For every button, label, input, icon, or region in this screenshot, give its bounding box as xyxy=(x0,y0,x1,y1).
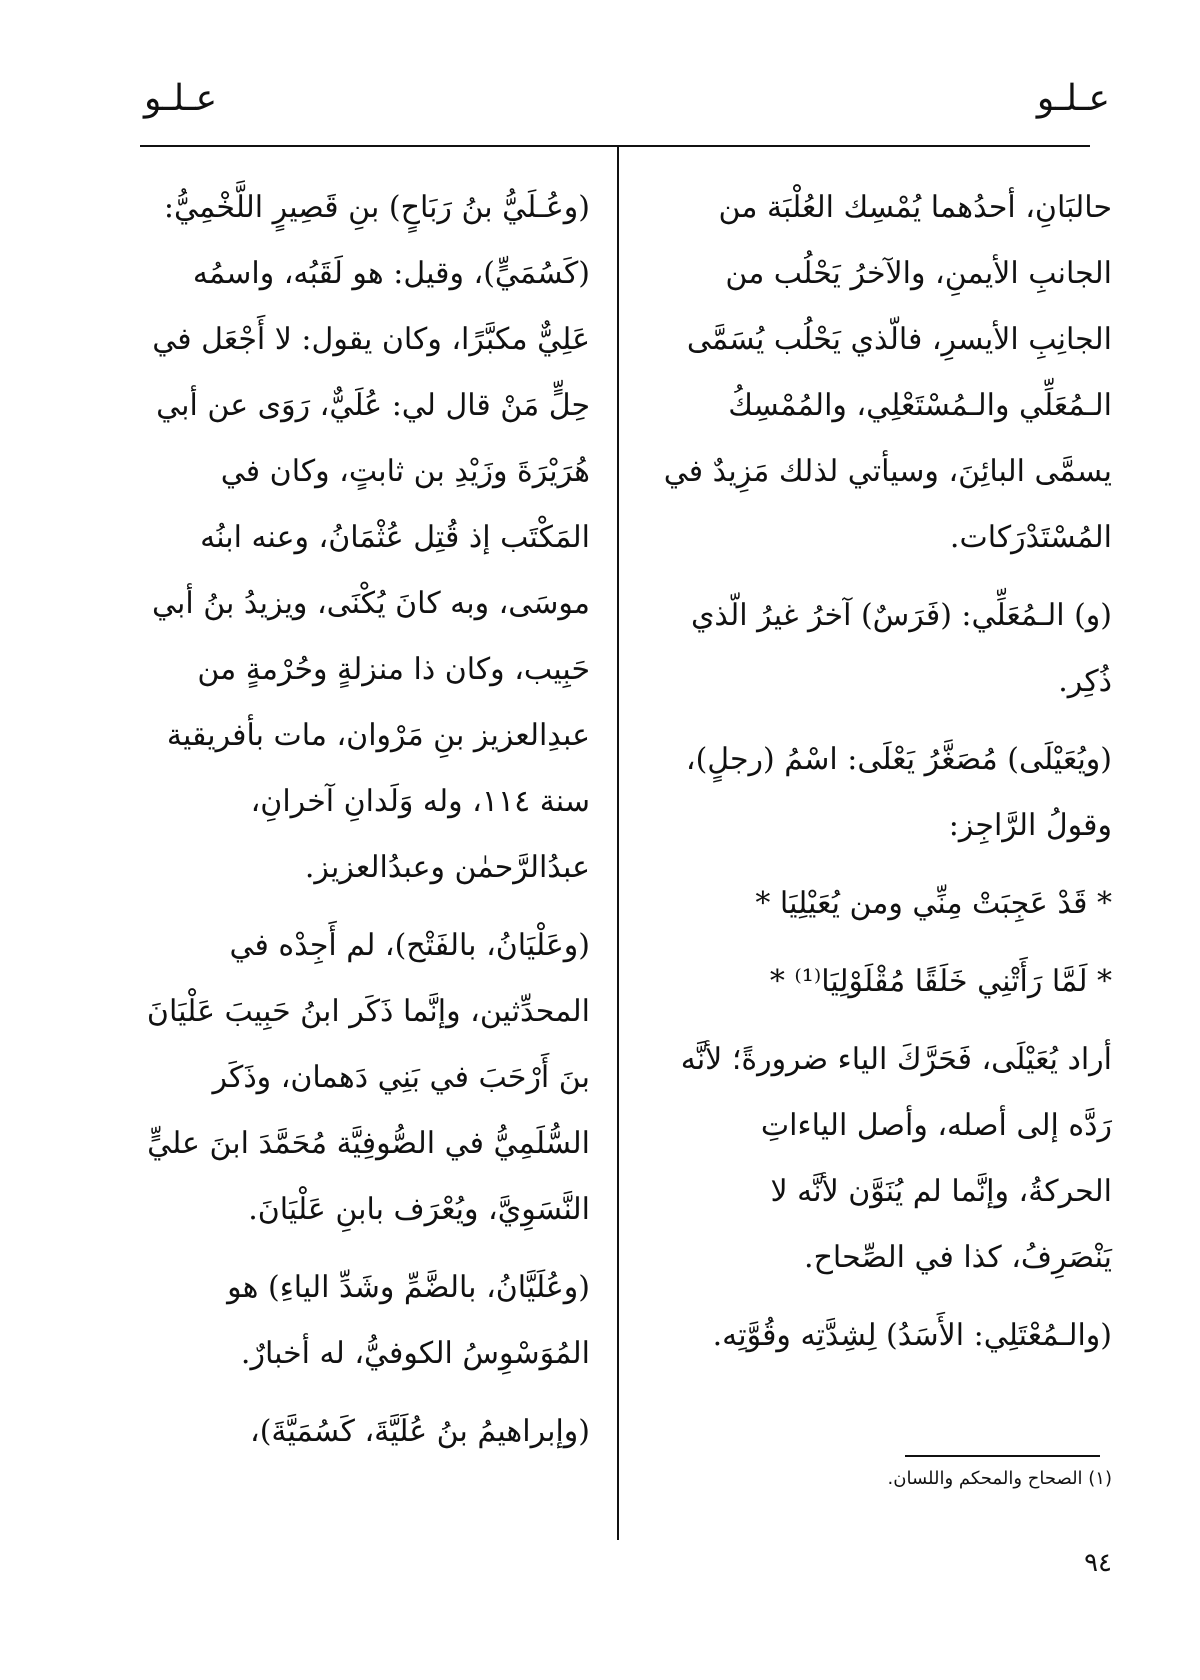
column-divider xyxy=(617,145,619,1540)
paragraph: (وعَلْيَانُ، بالفَتْح)، لم أَجِدْه في المحدِّثين، وإنَّما ذَكَر ابنُ حَبِيبَ عَلْيَانَ بنَ أَرْحَبَ في بَنِي دَهمان، وذَكَر السُّلَمِيُّ في الصُّوفِيَّة مُحَمَّدَ ابنَ عليٍّ النَّسَوِيَّ، ويُعْرَف بابنِ عَلْيَانَ. xyxy=(146,928,590,1227)
footnote-rule xyxy=(905,1455,1100,1457)
page-number: ٩٤ xyxy=(1084,1548,1112,1578)
header-rule xyxy=(140,145,1090,147)
left-column xyxy=(140,175,590,1477)
verse-line: * لَمَّا رَأَتْنِي خَلَقًا مُقْلَوْلِيَا⁽¹⁾ * xyxy=(769,964,1112,999)
verse-line: * قَدْ عَجِبَتْ مِنِّي ومن يُعَيْلِيَا * xyxy=(755,886,1112,921)
paragraph: أراد يُعَيْلَى، فَحَرَّكَ الياء ضرورةً؛ لأنَّه رَدَّه إلى أصله، وأصل الياءاتِ الحركةُ، وإنَّما لم يُنَوَّن لأنَّه لا يَنْصَرِفُ، كذا في الصِّحاح. xyxy=(680,1042,1112,1275)
paragraph: (وإبراهيمُ بنُ عُلَيَّةَ، كَسُمَيَّةَ)، xyxy=(250,1414,590,1449)
paragraph: (وعُـلَيُّ بنُ رَبَاحٍ) بنِ قَصِيرٍ اللَّخْمِيُّ: (كَسُمَيٍّ)، وقيل: هو لَقَبُه، واسمُه عَلِيٌّ مكبَّرًا، وكان يقول: لا أَجْعَل في حِلٍّ مَنْ قال لي: عُلَيٌّ، رَوَى عن أبي هُرَيْرَةَ وزَيْدِ بن ثابتٍ، وكان في المَكْتَب إذ قُتِل عُثْمَانُ، وعنه ابنُه موسَى، وبه كانَ يُكْنَى، ويزيدُ بنُ أبي حَبِيب، وكان ذا منزلةٍ وحُرْمةٍ من عبدِالعزيز بنِ مَرْوان، مات بأفريقية سنة ١١٤، وله وَلَدانِ آخرانِ، عبدُالرَّحمٰن وعبدُالعزيز. xyxy=(151,190,590,885)
right-column xyxy=(662,175,1112,1381)
paragraph: (وعُلَيَّانُ، بالضَّمِّ وشَدِّ الياءِ) هو المُوَسْوِسُ الكوفيُّ، له أخبارٌ. xyxy=(227,1270,590,1371)
running-header-right: عـلـو xyxy=(1036,78,1110,119)
paragraph: (والـمُعْتَلِي: الأَسَدُ) لِشِدَّتِه وقُوَّتِه. xyxy=(712,1318,1112,1353)
paragraph: حالبَانِ، أحدُهما يُمْسِك العُلْبَة من الجانبِ الأيمنِ، والآخرُ يَحْلُب من الجانِبِ الأيسرِ، فالّذي يَحْلُب يُسَمَّى الـمُعَلِّي والـمُسْتَعْلِي، والمُمْسِكُ يسمَّى البائِنَ، وسيأتي لذلك مَزِيدٌ في المُسْتَدْرَكات. xyxy=(663,190,1112,555)
paragraph: (ويُعَيْلَى) مُصَغَّرُ يَعْلَى: اسْمُ (رجلٍ)، وقولُ الرَّاجِز: xyxy=(685,742,1112,843)
footnote: (١) الصحاح والمحكم واللسان. xyxy=(887,1468,1112,1489)
running-header-left: عـلـو xyxy=(144,78,218,119)
paragraph: (و) الـمُعَلِّي: (فَرَسٌ) آخرُ غيرُ الّذي ذُكِر. xyxy=(690,598,1112,699)
